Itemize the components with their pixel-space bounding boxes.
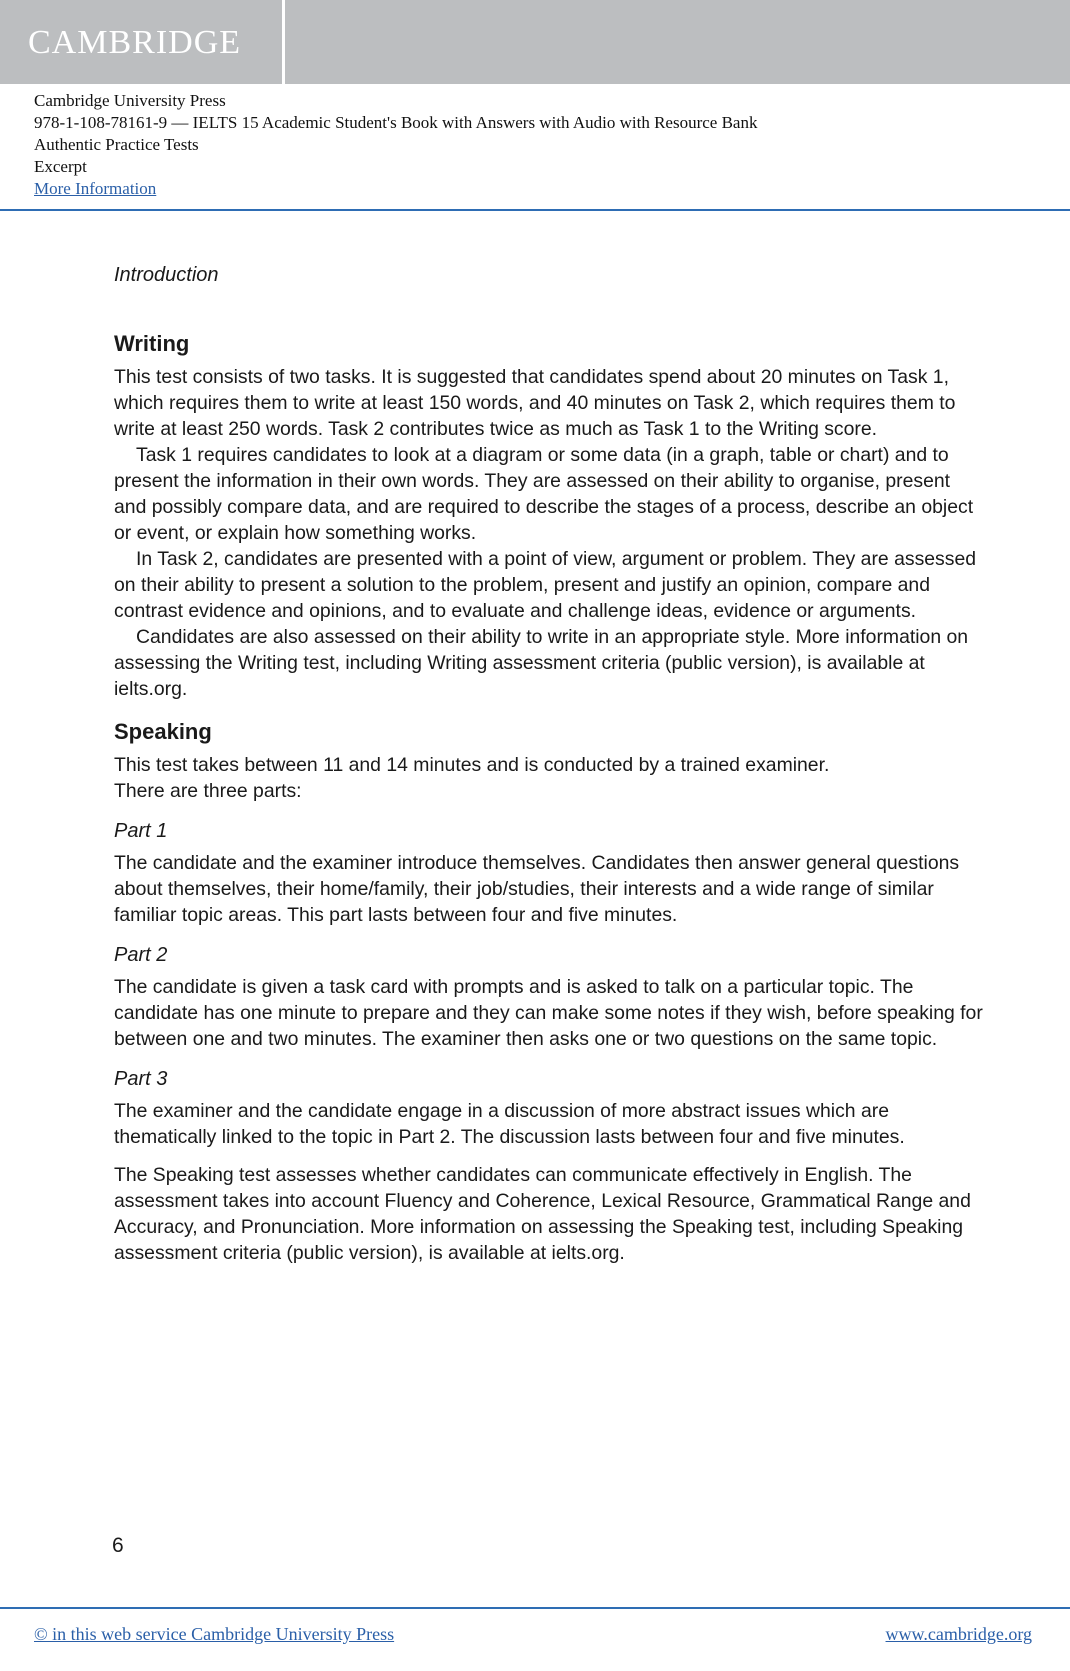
cambridge-logo: CAMBRIDGE xyxy=(28,24,242,61)
part-2-text: The candidate is given a task card with prompts and is asked to talk on a particular topic. The candidate has one minute to prepare and they can make some notes if they wish, before speaking for between one and two minutes. The examiner then asks one or two questions on the same topic. xyxy=(114,976,983,1050)
excerpt-line: Excerpt xyxy=(34,157,87,176)
running-head: Introduction xyxy=(114,264,219,286)
part-1-text: The candidate and the examiner introduce themselves. Candidates then answer general questions about themselves, their home/family, their job/studies, their interests and a wide range of similar familiar topic areas. This part lasts between four and five minutes. xyxy=(114,852,960,926)
publication-meta xyxy=(34,90,757,200)
page-content xyxy=(114,262,984,1266)
speaking-intro-parts: There are three parts: xyxy=(114,780,302,802)
banner-divider xyxy=(282,0,285,84)
cambridge-site-link[interactable]: www.cambridge.org xyxy=(885,1624,1032,1644)
header-banner xyxy=(0,0,1070,84)
header-rule xyxy=(0,209,1070,211)
page-number: 6 xyxy=(112,1534,124,1557)
copyright-link[interactable]: © in this web service Cambridge University Press xyxy=(34,1624,395,1644)
part-1-title: Part 1 xyxy=(114,820,168,842)
more-information-link[interactable]: More Information xyxy=(34,179,157,198)
writing-paragraph: Candidates are also assessed on their ability to write in an appropriate style. More information on assessing the Writing test, including Writing assessment criteria (public version), is available at ielts.org. xyxy=(114,626,969,700)
part-3-title: Part 3 xyxy=(114,1068,168,1090)
part-3-text: The examiner and the candidate engage in a discussion of more abstract issues which are thematically linked to the topic in Part 2. The discussion lasts between four and five minutes. xyxy=(114,1100,905,1148)
speaking-heading: Speaking xyxy=(114,719,212,744)
speaking-closing-paragraph: The Speaking test assesses whether candidates can communicate effectively in English. The assessment takes into account Fluency and Coherence, Lexical Resource, Grammatical Range and Accuracy, and Pronunciation. More information on assessing the Speaking test, including Speaking assessment criteria (public version), is available at ielts.org. xyxy=(114,1164,971,1264)
footer-rule xyxy=(0,1607,1070,1609)
writing-paragraph: This test consists of two tasks. It is suggested that candidates spend about 20 minutes on Task 1, which requires them to write at least 150 words, and 40 minutes on Task 2, which requires them to write at least 250 words. Task 2 contributes twice as much as Task 1 to the Writing score. xyxy=(114,366,956,440)
part-2-title: Part 2 xyxy=(114,944,168,966)
writing-paragraph: Task 1 requires candidates to look at a diagram or some data (in a graph, table or chart) and to present the information in their own words. They are assessed on their ability to organise, present and possibly compare data, and are required to describe the stages of a process, describe an object or event, or explain how something works. xyxy=(114,444,974,544)
isbn-title-line: 978-1-108-78161-9 — IELTS 15 Academic Student's Book with Answers with Audio with Resource Bank xyxy=(34,113,758,132)
writing-paragraph: In Task 2, candidates are presented with a point of view, argument or problem. They are assessed on their ability to present a solution to the problem, present and justify an opinion, compare and contrast evidence and opinions, and to evaluate and challenge ideas, evidence or arguments. xyxy=(114,548,977,622)
subtitle-line: Authentic Practice Tests xyxy=(34,135,199,154)
writing-heading: Writing xyxy=(114,331,190,356)
speaking-intro: This test takes between 11 and 14 minutes and is conducted by a trained examiner. xyxy=(114,754,830,776)
publisher-line: Cambridge University Press xyxy=(34,91,226,110)
